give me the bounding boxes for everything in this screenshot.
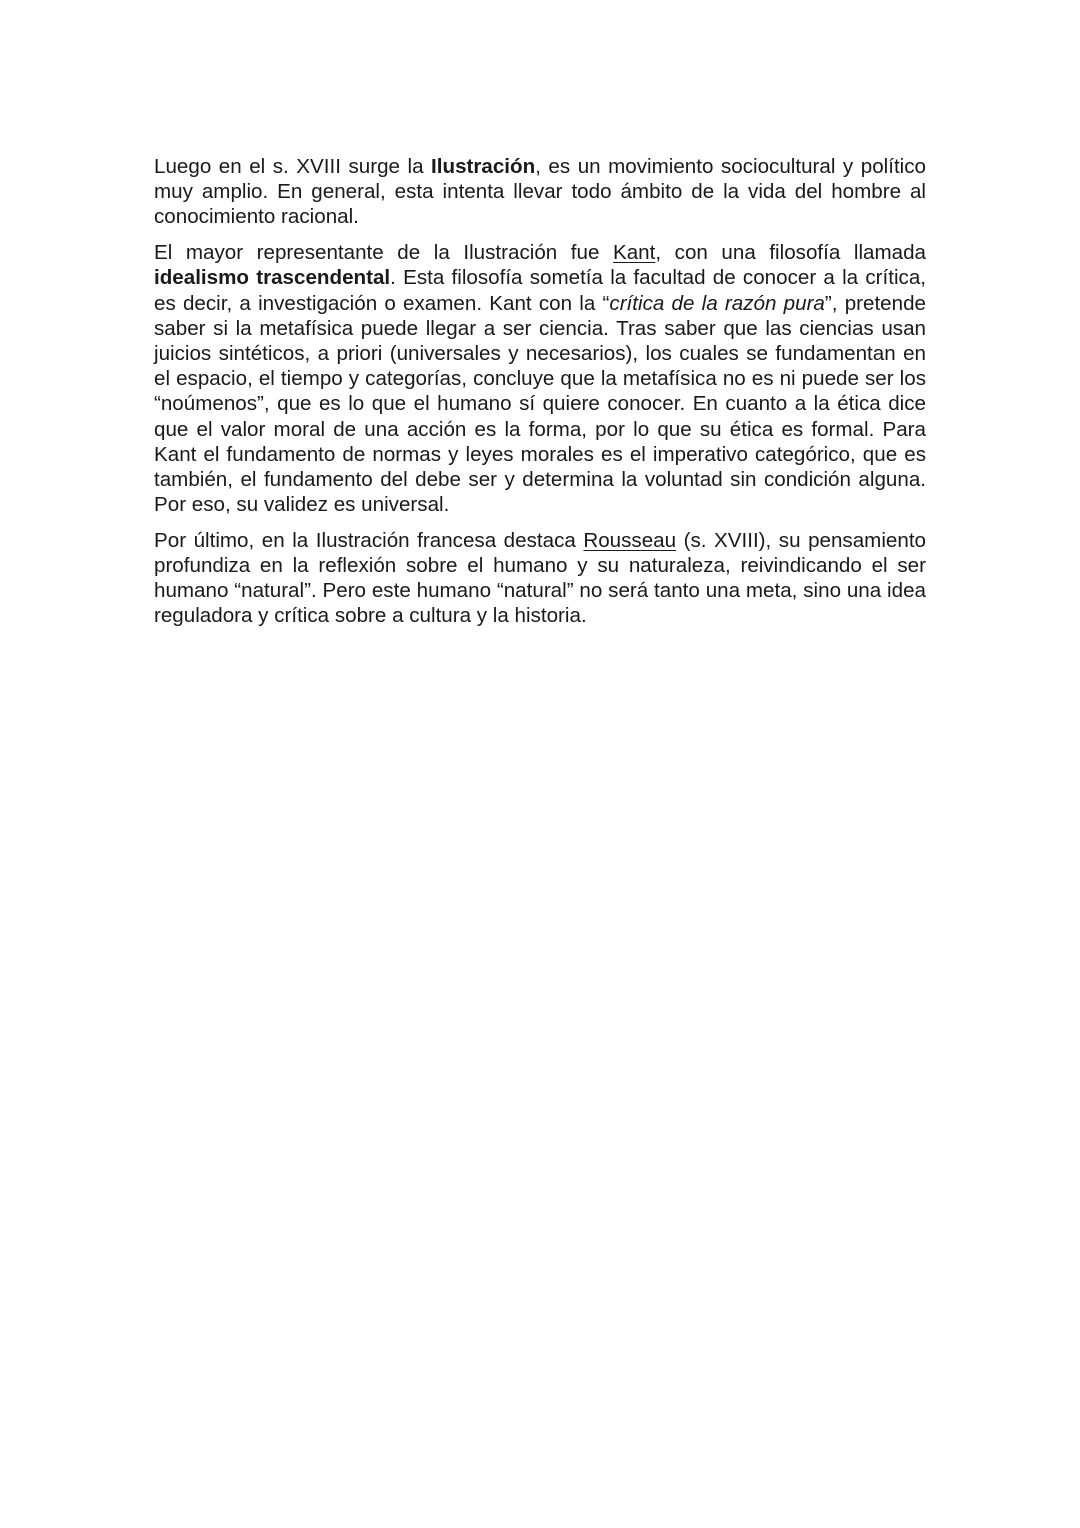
paragraph-ilustracion bbox=[154, 154, 926, 230]
text-run: El mayor representante de la Ilustración fue bbox=[154, 241, 613, 265]
italic-title-critica: crítica de la razón pura bbox=[609, 291, 825, 315]
document-body bbox=[154, 154, 926, 639]
text-run: Por último, en la Ilustración francesa destaca bbox=[154, 528, 584, 552]
text-run: (s. XVIII), su pensamiento profundiza en la reflexión sobre el humano y su naturaleza, reivindicando el ser humano “natural”. Pero este humano “natural” no será tanto una meta, sino una idea reguladora y crítica sobre a cultura y la historia. bbox=[154, 528, 926, 628]
paragraph-rousseau bbox=[154, 528, 926, 629]
bold-term-idealismo: idealismo trascendental bbox=[154, 266, 391, 290]
underlined-name-kant: Kant bbox=[612, 241, 656, 265]
paragraph-kant bbox=[154, 240, 926, 517]
text-run: . Esta filosofía sometía la facultad de conocer a la crítica, es decir, a investigación o examen. Kant con la “ bbox=[154, 266, 926, 315]
text-run: Luego en el s. XVIII surge la bbox=[154, 155, 432, 178]
bold-term-ilustracion: Ilustración bbox=[431, 155, 536, 178]
text-run: , es un movimiento sociocultural y político muy amplio. En general, esta intenta llevar todo ámbito de la vida del hombre al conocimiento racional. bbox=[154, 155, 926, 229]
text-run: , con una filosofía llamada bbox=[655, 241, 926, 265]
text-run: ”, pretende saber si la metafísica puede llegar a ser ciencia. Tras saber que las ciencias usan juicios sintéticos, a priori (universales y necesarios), los cuales se fundamentan en el espacio, el tiempo y categorías, concluye que la metafísica no es ni puede ser los “noúmenos”, que es lo que el humano sí quiere conocer. En cuanto a la ética dice que el valor moral de una acción es la forma, por lo que su ética es formal. Para Kant el fundamento de normas y leyes morales es el imperativo categórico, que es también, el fundamento del debe ser y determina la voluntad sin condición alguna. Por eso, su validez es universal. bbox=[154, 291, 926, 517]
underlined-name-rousseau: Rousseau bbox=[583, 528, 677, 552]
